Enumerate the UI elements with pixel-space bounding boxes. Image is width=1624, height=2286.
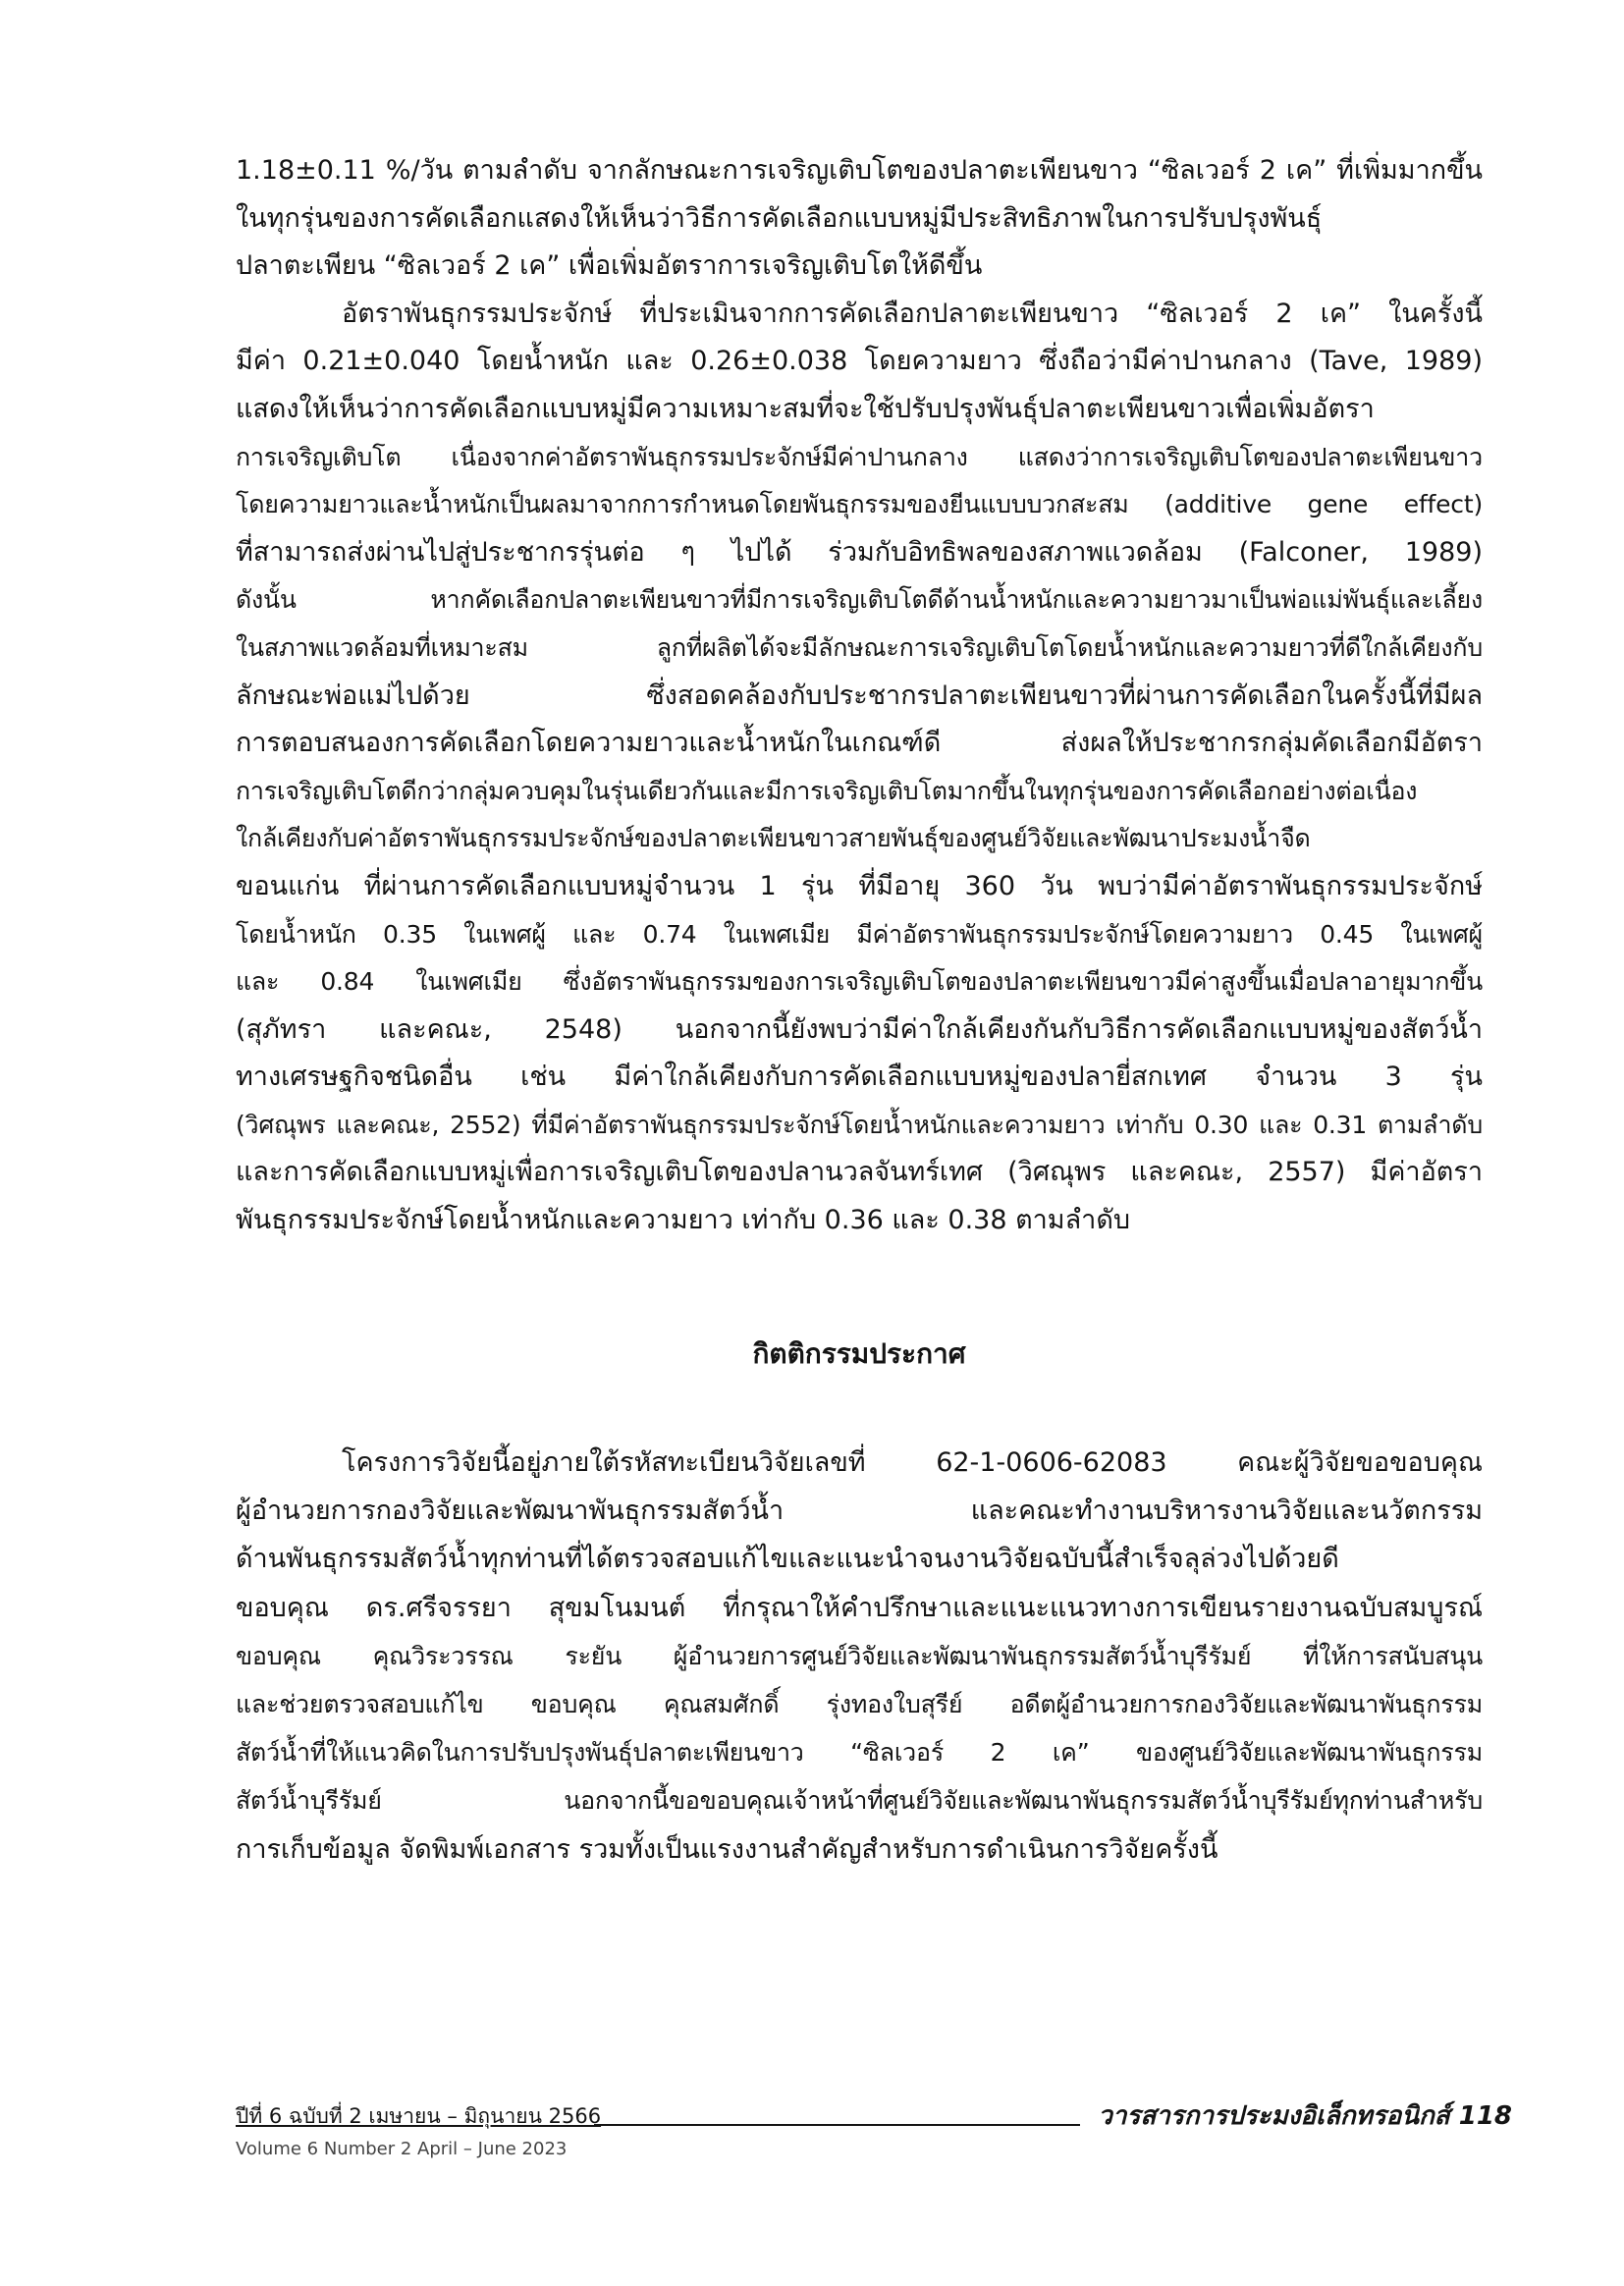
- body-line: ปลาตะเพียน “ซิลเวอร์ 2 เค” เพื่อเพิ่มอัตราการเจริญเติบโตให้ดีขึ้น: [236, 250, 983, 282]
- body-line: (สุภัทรา และคณะ, 2548) นอกจากนี้ยังพบว่ามีค่าใกล้เคียงกันกับวิธีการคัดเลือกแบบหมู่ของสัตว์น้ำ: [236, 1013, 1483, 1045]
- ack-line: ขอบคุณ ดร.ศรีจรรยา สุขมโนมนต์ ที่กรุณาให้คำปรึกษาและแนะแนวทางการเขียนรายงานฉบับสมบูรณ์: [236, 1592, 1483, 1623]
- ack-line: และช่วยตรวจสอบแก้ไข ขอบคุณ คุณสมศักดิ์ รุ่งทองใบสุรีย์ อดีตผู้อำนวยการกองวิจัยและพัฒนาพันธุกรรม: [236, 1689, 1483, 1718]
- body-line: ดังนั้น หากคัดเลือกปลาตะเพียนขาวที่มีการเจริญเติบโตดีด้านน้ำหนักและความยาวมาเป็นพ่อแม่พันธุ์และเลี้ยง: [236, 585, 1483, 615]
- body-line: การตอบสนองการคัดเลือกโดยความยาวและน้ำหนักในเกณฑ์ดี ส่งผลให้ประชากรกลุ่มคัดเลือกมีอัตรา: [236, 728, 1483, 759]
- body-line: ในสภาพแวดล้อมที่เหมาะสม ลูกที่ผลิตได้จะมีลักษณะการเจริญเติบโตโดยน้ำหนักและความยาวที่ดีใกล้เคียงกับ: [236, 632, 1483, 662]
- acknowledgement-heading: กิตติกรรมประกาศ: [752, 1337, 966, 1370]
- body-line: การเจริญเติบโต เนื่องจากค่าอัตราพันธุกรรมประจักษ์มีค่าปานกลาง แสดงว่าการเจริญเติบโตของปลาตะเพียนขาว: [236, 442, 1483, 471]
- body-line: และการคัดเลือกแบบหมู่เพื่อการเจริญเติบโตของปลานวลจันทร์เทศ (วิศณุพร และคณะ, 2557) มีค่าอัตรา: [236, 1157, 1483, 1188]
- acknowledgement-text: [236, 1439, 1483, 1874]
- issue-english: Volume 6 Number 2 April – June 2023: [236, 2139, 568, 2159]
- body-line: ใกล้เคียงกับค่าอัตราพันธุกรรมประจักษ์ของปลาตะเพียนขาวสายพันธุ์ของศูนย์วิจัยและพัฒนาประมงน้ำจืด: [236, 824, 1311, 853]
- ack-line: ขอบคุณ คุณวิระวรรณ ระยัน ผู้อำนวยการศูนย์วิจัยและพัฒนาพันธุกรรมสัตว์น้ำบุรีรัมย์ ที่ให้การสนับสนุน: [236, 1641, 1483, 1670]
- body-line: โดยความยาวและน้ำหนักเป็นผลมาจากการกำหนดโดยพันธุกรรมของยีนแบบบวกสะสม (additive gene effect): [236, 490, 1483, 519]
- ack-line: สัตว์น้ำบุรีรัมย์ นอกจากนี้ขอขอบคุณเจ้าหน้าที่ศูนย์วิจัยและพัฒนาพันธุกรรมสัตว์น้ำบุรีรัมย์ทุกท่านสำหรับ: [236, 1786, 1483, 1816]
- body-line: โดยน้ำหนัก 0.35 ในเพศผู้ และ 0.74 ในเพศเมีย มีค่าอัตราพันธุกรรมประจักษ์โดยความยาว 0.45 ในเพศผู้: [236, 919, 1483, 949]
- issue-thai: ปีที่ 6 ฉบับที่ 2 เมษายน – มิถุนายน 2566: [236, 2104, 602, 2128]
- body-line: พันธุกรรมประจักษ์โดยน้ำหนักและความยาว เท่ากับ 0.36 และ 0.38 ตามลำดับ: [236, 1205, 1130, 1236]
- body-line: ในทุกรุ่นของการคัดเลือกแสดงให้เห็นว่าวิธีการคัดเลือกแบบหมู่มีประสิทธิภาพในการปรับปรุงพันธุ์: [236, 202, 1323, 234]
- ack-line: การเก็บข้อมูล จัดพิมพ์เอกสาร รวมทั้งเป็นแรงงานสำคัญสำหรับการดำเนินการวิจัยครั้งนี้: [236, 1833, 1218, 1865]
- results-discussion-text: [236, 147, 1483, 1245]
- body-line: ที่สามารถส่งผ่านไปสู่ประชากรรุ่นต่อ ๆ ไปได้ ร่วมกับอิทธิพลของสภาพแวดล้อม (Falconer, 1989): [236, 536, 1483, 568]
- body-line: มีค่า 0.21±0.040 โดยน้ำหนัก และ 0.26±0.038 โดยความยาว ซึ่งถือว่ามีค่าปานกลาง (Tave, 1989): [236, 346, 1483, 377]
- ack-line: ผู้อำนวยการกองวิจัยและพัฒนาพันธุกรรมสัตว์น้ำ และคณะทำงานบริหารงานวิจัยและนวัตกรรม: [236, 1496, 1483, 1527]
- page-footer: [236, 2101, 1512, 2180]
- journal-name-page-number: วารสารการประมงอิเล็กทรอนิกส์ 118: [1098, 2101, 1512, 2131]
- body-line: อัตราพันธุกรรมประจักษ์ ที่ประเมินจากการคัดเลือกปลาตะเพียนขาว “ซิลเวอร์ 2 เค” ในครั้งนี้: [342, 298, 1483, 329]
- footer-rule: [594, 2124, 1080, 2126]
- ack-line: โครงการวิจัยนี้อยู่ภายใต้รหัสทะเบียนวิจัยเลขที่ 62-1-0606-62083 คณะผู้วิจัยขอขอบคุณ: [342, 1447, 1483, 1478]
- body-line: การเจริญเติบโตดีกว่ากลุ่มควบคุมในรุ่นเดียวกันและมีการเจริญเติบโตมากขึ้นในทุกรุ่นของการคัดเลือกอย่างต่อเนื่อง: [236, 776, 1418, 805]
- body-line: 1.18±0.11 %/วัน ตามลำดับ จากลักษณะการเจริญเติบโตของปลาตะเพียนขาว “ซิลเวอร์ 2 เค” ที่เพิ่มมากขึ้น: [236, 155, 1483, 186]
- ack-line: ด้านพันธุกรรมสัตว์น้ำทุกท่านที่ได้ตรวจสอบแก้ไขและแนะนำจนงานวิจัยฉบับนี้สำเร็จลุล่วงไปด้วยดี: [236, 1544, 1339, 1575]
- body-line: ขอนแก่น ที่ผ่านการคัดเลือกแบบหมู่จำนวน 1 รุ่น ที่มีอายุ 360 วัน พบว่ามีค่าอัตราพันธุกรรมประจักษ์: [236, 870, 1483, 901]
- ack-line: สัตว์น้ำที่ให้แนวคิดในการปรับปรุงพันธุ์ปลาตะเพียนขาว “ซิลเวอร์ 2 เค” ของศูนย์วิจัยและพัฒนาพันธุกรรม: [236, 1738, 1483, 1768]
- body-line: แสดงให้เห็นว่าการคัดเลือกแบบหมู่มีความเหมาะสมที่จะใช้ปรับปรุงพันธุ์ปลาตะเพียนขาวเพื่อเพิ่มอัตรา: [236, 393, 1375, 424]
- body-line: ลักษณะพ่อแม่ไปด้วย ซึ่งสอดคล้องกับประชากรปลาตะเพียนขาวที่ผ่านการคัดเลือกในครั้งนี้ที่มีผล: [236, 680, 1483, 711]
- body-line: และ 0.84 ในเพศเมีย ซึ่งอัตราพันธุกรรมของการเจริญเติบโตของปลาตะเพียนขาวมีค่าสูงขึ้นเมื่อปลาอายุมากขึ้น: [236, 967, 1483, 997]
- body-line: (วิศณุพร และคณะ, 2552) ที่มีค่าอัตราพันธุกรรมประจักษ์โดยน้ำหนักและความยาว เท่ากับ 0.30 และ 0.31 ตามลำดับ: [236, 1110, 1483, 1139]
- body-line: ทางเศรษฐกิจชนิดอื่น เช่น มีค่าใกล้เคียงกับการคัดเลือกแบบหมู่ของปลายี่สกเทศ จำนวน 3 รุ่น: [236, 1061, 1483, 1093]
